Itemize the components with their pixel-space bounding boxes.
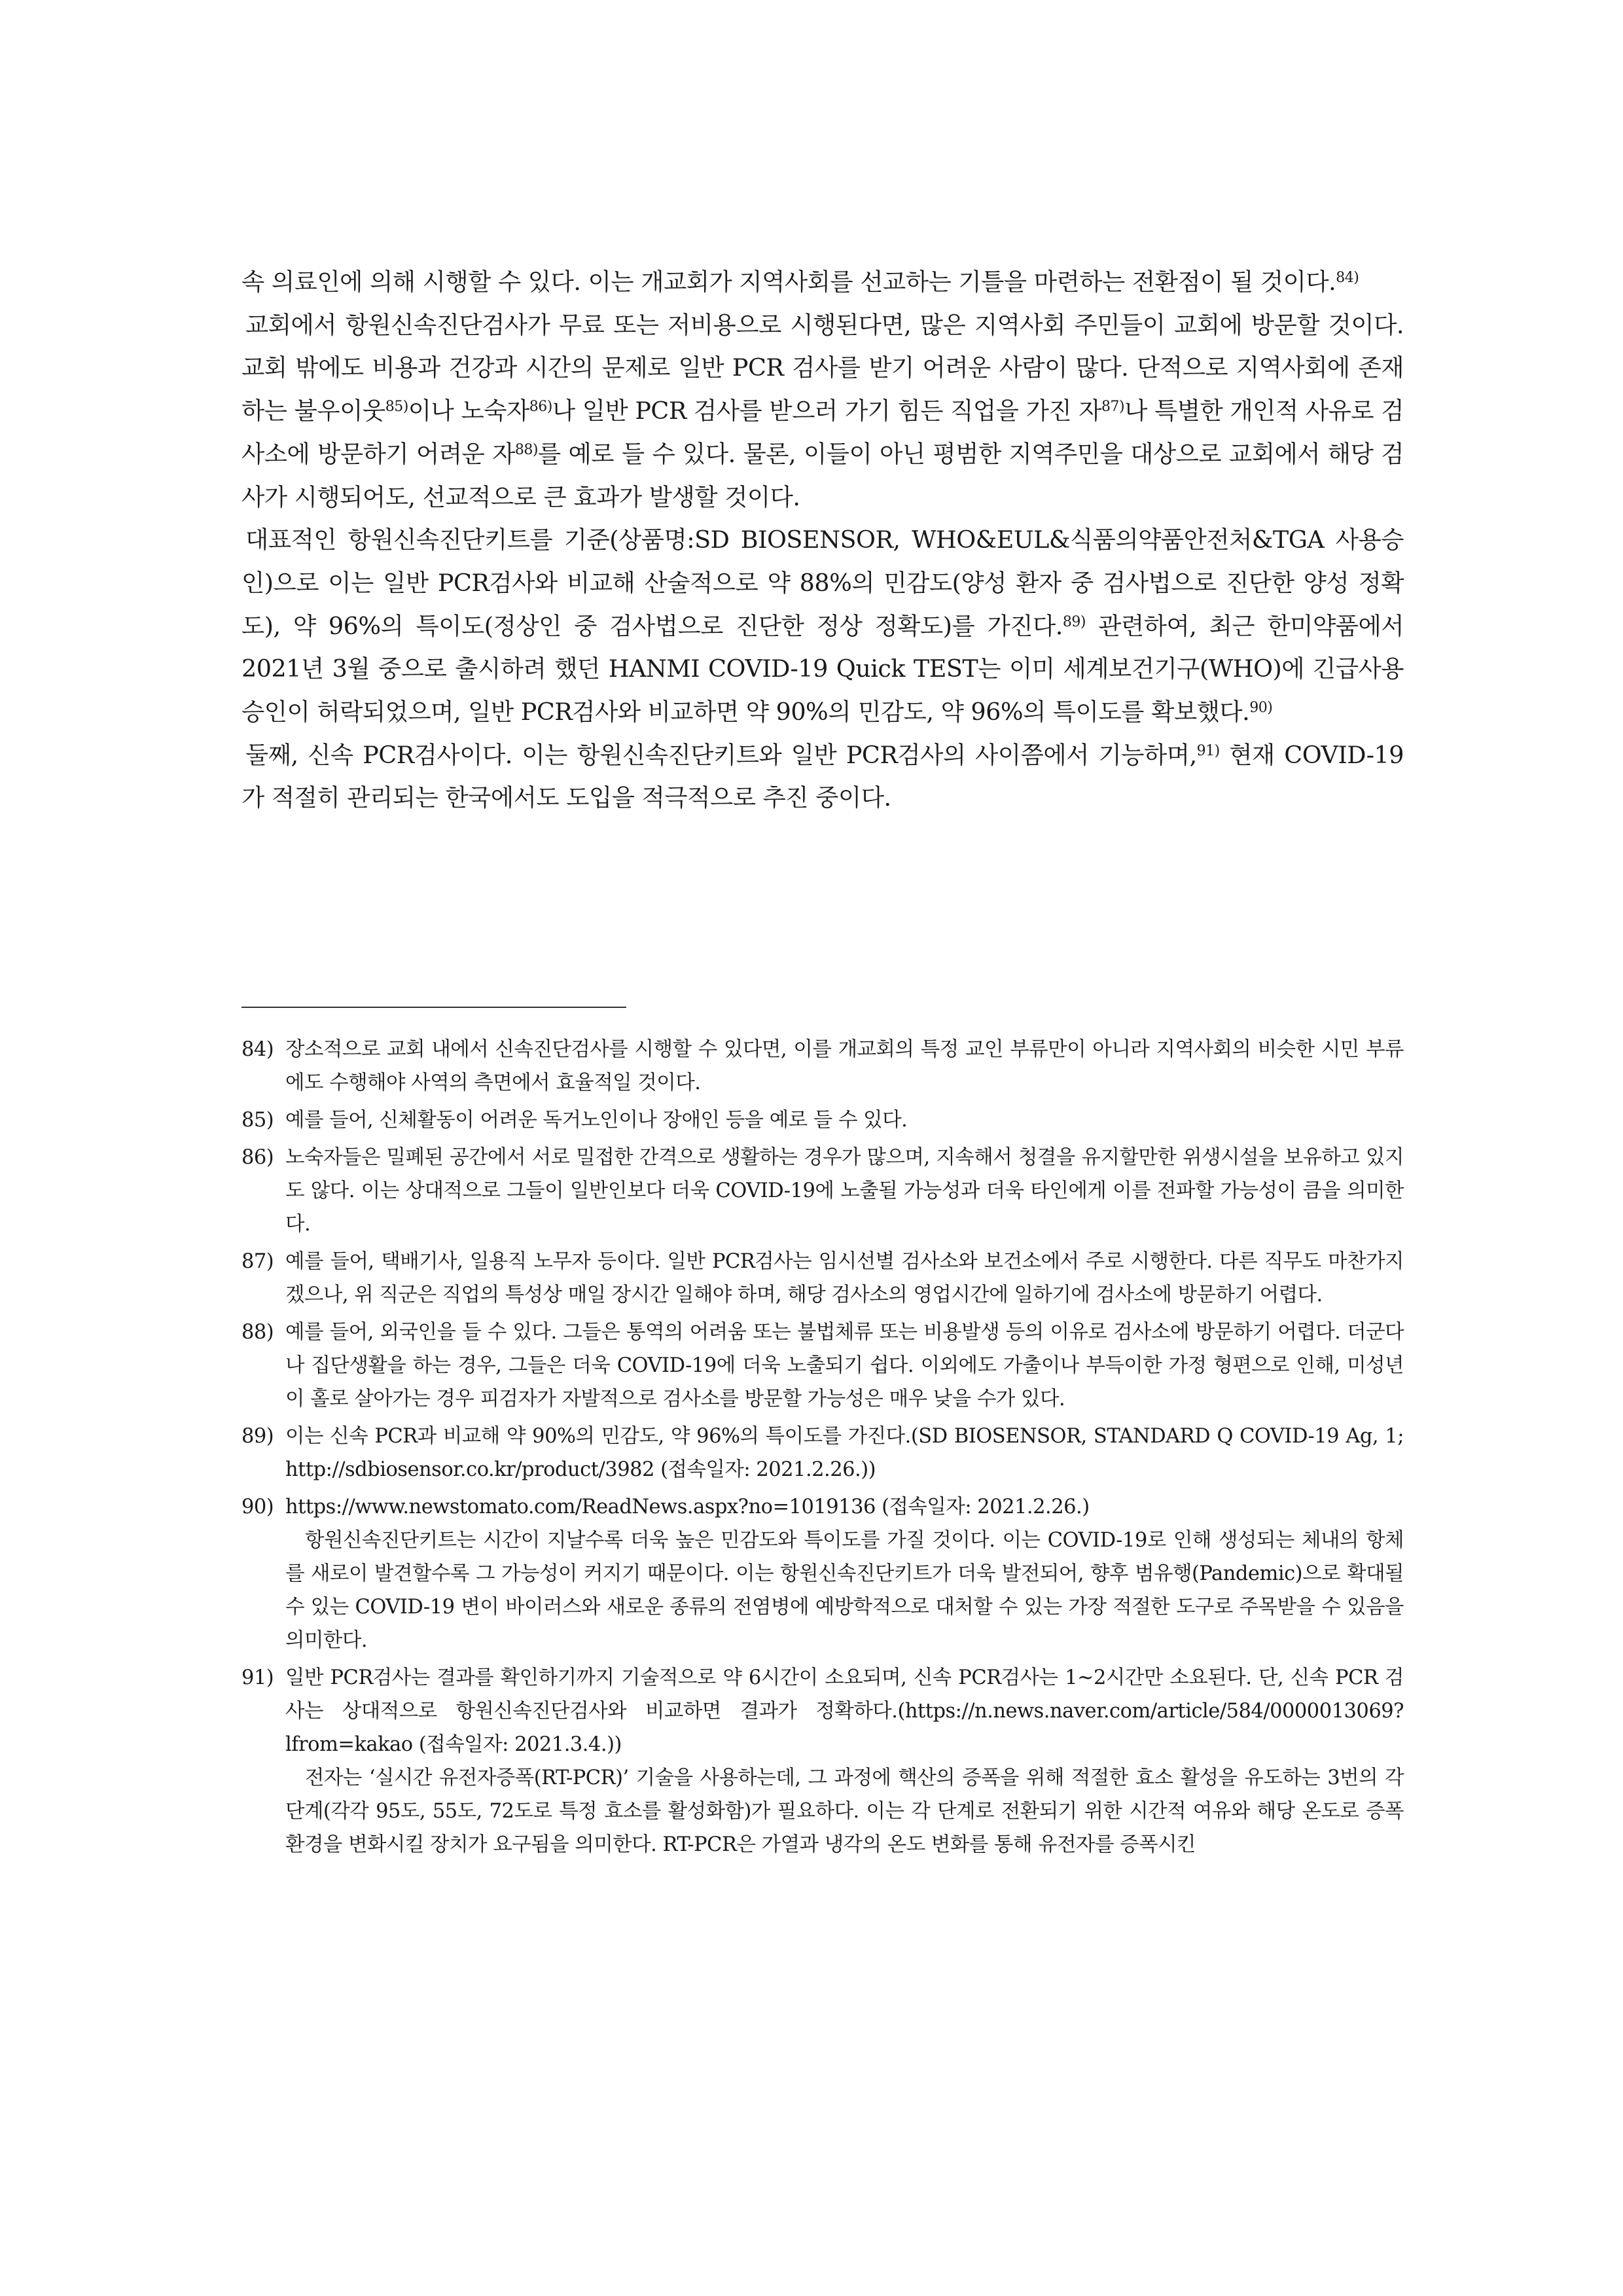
body-paragraph-4 [241, 734, 1404, 819]
body-paragraph-3 [241, 518, 1404, 734]
footnote-ref-88: 88) [514, 441, 538, 458]
body-text-span: 이나 노숙자 [408, 397, 529, 425]
body-text [241, 260, 1404, 819]
body-text-span: 나 특별한 개인적 사유로 검사소에 방문하기 어려운 자 [241, 397, 1404, 468]
footnote-89 [241, 1420, 1404, 1486]
footnote-ref-86: 86) [529, 399, 552, 416]
footnote-number: 86) [241, 1146, 274, 1169]
body-text-span: 둘째, 신속 PCR검사이다. 이는 항원신속진단키트와 일반 PCR검사의 사이쯤에서 기능하며, [245, 740, 1197, 769]
footnote-91 [241, 1661, 1404, 1861]
footnote-number: 90) [241, 1496, 274, 1518]
body-text-span: 속 의료인에 의해 시행할 수 있다. 이는 개교회가 지역사회를 선교하는 기틀을 마련하는 전환점이 될 것이다. [241, 268, 1336, 296]
footnote-87 [241, 1245, 1404, 1312]
footnote-number: 84) [241, 1038, 274, 1061]
footnote-body [285, 1141, 1404, 1241]
footnote-body [285, 1316, 1404, 1416]
footnote-text: 노숙자들은 밀폐된 공간에서 서로 밀접한 간격으로 생활하는 경우가 많으며, 지속해서 청결을 유지할만한 위생시설을 보유하고 있지도 않다. 이는 상대적으로 그들이 일반인보다 더욱 COVID-19에 노출될 가능성과 더욱 타인에게 이를 전파할 가능성이 큼을 의미한다. [285, 1146, 1404, 1236]
footnote-text: 이는 신속 PCR과 비교해 약 90%의 민감도, 약 96%의 특이도를 가진다.(SD BIOSENSOR, STANDARD Q COVID-19 Ag, 1; http://sdbiosensor.co.kr/product/3982 (접속일자: 2021.2.26.)) [285, 1425, 1404, 1481]
footnote-84 [241, 1033, 1404, 1100]
body-text-span: 관련하여, 최근 한미약품에서 2021년 3월 중으로 출시하려 했던 HANMI COVID-19 Quick TEST는 이미 세계보건기구(WHO)에 긴급사용승인이 허락되었으며, 일반 PCR검사와 비교하면 약 90%의 민감도, 약 96%의 특이도를 확보했다. [241, 611, 1404, 726]
body-text-span: 대표적인 항원신속진단키트를 기준(상품명:SD BIOSENSOR, WHO&EUL&식품의약품안전처&TGA 사용승인)으로 이는 일반 PCR검사와 비교해 산술적으로 약 88%의 민감도(양성 환자 중 검사법으로 진단한 양성 정확도), 약 96%의 특이도(정상인 중 검사법으로 진단한 정상 정확도)를 가진다. [241, 526, 1404, 640]
footnote-body [285, 1245, 1404, 1312]
footnote-86 [241, 1141, 1404, 1241]
body-text-span: 나 일반 PCR 검사를 받으러 가기 힘든 직업을 가진 자 [552, 397, 1101, 425]
footnote-text: 전자는 ‘실시간 유전자증폭(RT-PCR)’ 기술을 사용하는데, 그 과정에 핵산의 증폭을 위해 적절한 효소 활성을 유도하는 3번의 각 단계(각각 95도, 55도, 72도로 특정 효소를 활성화함)가 필요하다. 이는 각 단계로 전환되기 위한 시간적 여유와 해당 온도로 증폭환경을 변화시킬 장치가 요구됨을 의미한다. RT-PCR은 가열과 냉각의 온도 변화를 통해 유전자를 증폭시킨 [285, 1767, 1404, 1856]
footnote-separator [241, 1007, 626, 1008]
footnote-ref-84: 84) [1336, 270, 1359, 286]
footnote-number: 89) [241, 1425, 274, 1448]
body-paragraph-2 [241, 304, 1404, 519]
footnote-number: 91) [241, 1666, 274, 1689]
footnote-ref-89: 89) [1062, 613, 1086, 630]
footnote-text: 예를 들어, 외국인을 들 수 있다. 그들은 통역의 어려움 또는 불법체류 또는 비용발생 등의 이유로 검사소에 방문하기 어렵다. 더군다나 집단생활을 하는 경우, 그들은 더욱 COVID-19에 더욱 노출되기 쉽다. 이외에도 가출이나 부득이한 가정 형편으로 인해, 미성년이 홀로 살아가는 경우 피검자가 자발적으로 검사소를 방문할 가능성은 매우 낮을 수가 있다. [285, 1321, 1404, 1410]
footnote-number: 88) [241, 1321, 274, 1344]
footnote-body [285, 1033, 1404, 1100]
footnote-ref-90: 90) [1249, 700, 1273, 717]
footnote-text: 일반 PCR검사는 결과를 확인하기까지 기술적으로 약 6시간이 소요되며, 신속 PCR검사는 1~2시간만 소요된다. 단, 신속 PCR 검사는 상대적으로 항원신속진단검사와 비교하면 결과가 정확하다.(https://n.news.naver.com/article/584/0000013069?lfrom=kakao (접속일자: 2021.3.4.)) [285, 1666, 1404, 1756]
footnotes-section [241, 1033, 1404, 1865]
footnote-body [285, 1420, 1404, 1486]
footnote-ref-85: 85) [385, 399, 408, 416]
footnote-number: 87) [241, 1250, 274, 1273]
footnote-body [285, 1103, 1404, 1137]
footnote-number: 85) [241, 1109, 274, 1132]
footnote-ref-91: 91) [1196, 742, 1220, 759]
footnote-text: 예를 들어, 택배기사, 일용직 노무자 등이다. 일반 PCR검사는 임시선별 검사소와 보건소에서 주로 시행한다. 다른 직무도 마찬가지겠으나, 위 직군은 직업의 특성상 매일 장시간 일해야 하며, 해당 검사소의 영업시간에 일하기에 검사소에 방문하기 어렵다. [285, 1250, 1404, 1306]
footnote-90 [241, 1490, 1404, 1657]
body-text-span: 교회에서 항원신속진단검사가 무료 또는 저비용으로 시행된다면, 많은 지역사회 주민들이 교회에 방문할 것이다. 교회 밖에도 비용과 건강과 시간의 문제로 일반 PCR 검사를 받기 어려운 사람이 많다. 단적으로 지역사회에 존재하는 불우이웃 [241, 310, 1404, 425]
footnote-ref-87: 87) [1101, 399, 1125, 416]
footnote-85 [241, 1103, 1404, 1137]
footnote-text: 예를 들어, 신체활동이 어려운 독거노인이나 장애인 등을 예로 들 수 있다. [285, 1109, 908, 1132]
footnote-text: 장소적으로 교회 내에서 신속진단검사를 시행할 수 있다면, 이를 개교회의 특정 교인 부류만이 아니라 지역사회의 비슷한 시민 부류에도 수행해야 사역의 측면에서 효율적일 것이다. [285, 1038, 1404, 1094]
body-text-span: 를 예로 들 수 있다. 물론, 이들이 아닌 평범한 지역주민을 대상으로 교회에서 해당 검사가 시행되어도, 선교적으로 큰 효과가 발생할 것이다. [241, 439, 1404, 511]
footnote-body [285, 1490, 1404, 1657]
footnote-text: 항원신속진단키트는 시간이 지날수록 더욱 높은 민감도와 특이도를 가질 것이다. 이는 COVID-19로 인해 생성되는 체내의 항체를 새로이 발견할수록 그 가능성이 커지기 때문이다. 이는 항원신속진단키트가 더욱 발전되어, 향후 범유행(Pandemic)으로 확대될 수 있는 COVID-19 변이 바이러스와 새로운 종류의 전염병에 예방학적으로 대처할 수 있는 가장 적절한 도구로 주목받을 수 있음을 의미한다. [285, 1529, 1404, 1652]
footnote-88 [241, 1316, 1404, 1416]
body-text-span: 현재 COVID-19가 적절히 관리되는 한국에서도 도입을 적극적으로 추진 중이다. [241, 740, 1404, 812]
footnote-body [285, 1661, 1404, 1861]
footnote-text: https://www.newstomato.com/ReadNews.aspx?no=1019136 (접속일자: 2021.2.26.) [285, 1496, 1090, 1518]
body-paragraph-1 [241, 260, 1404, 304]
